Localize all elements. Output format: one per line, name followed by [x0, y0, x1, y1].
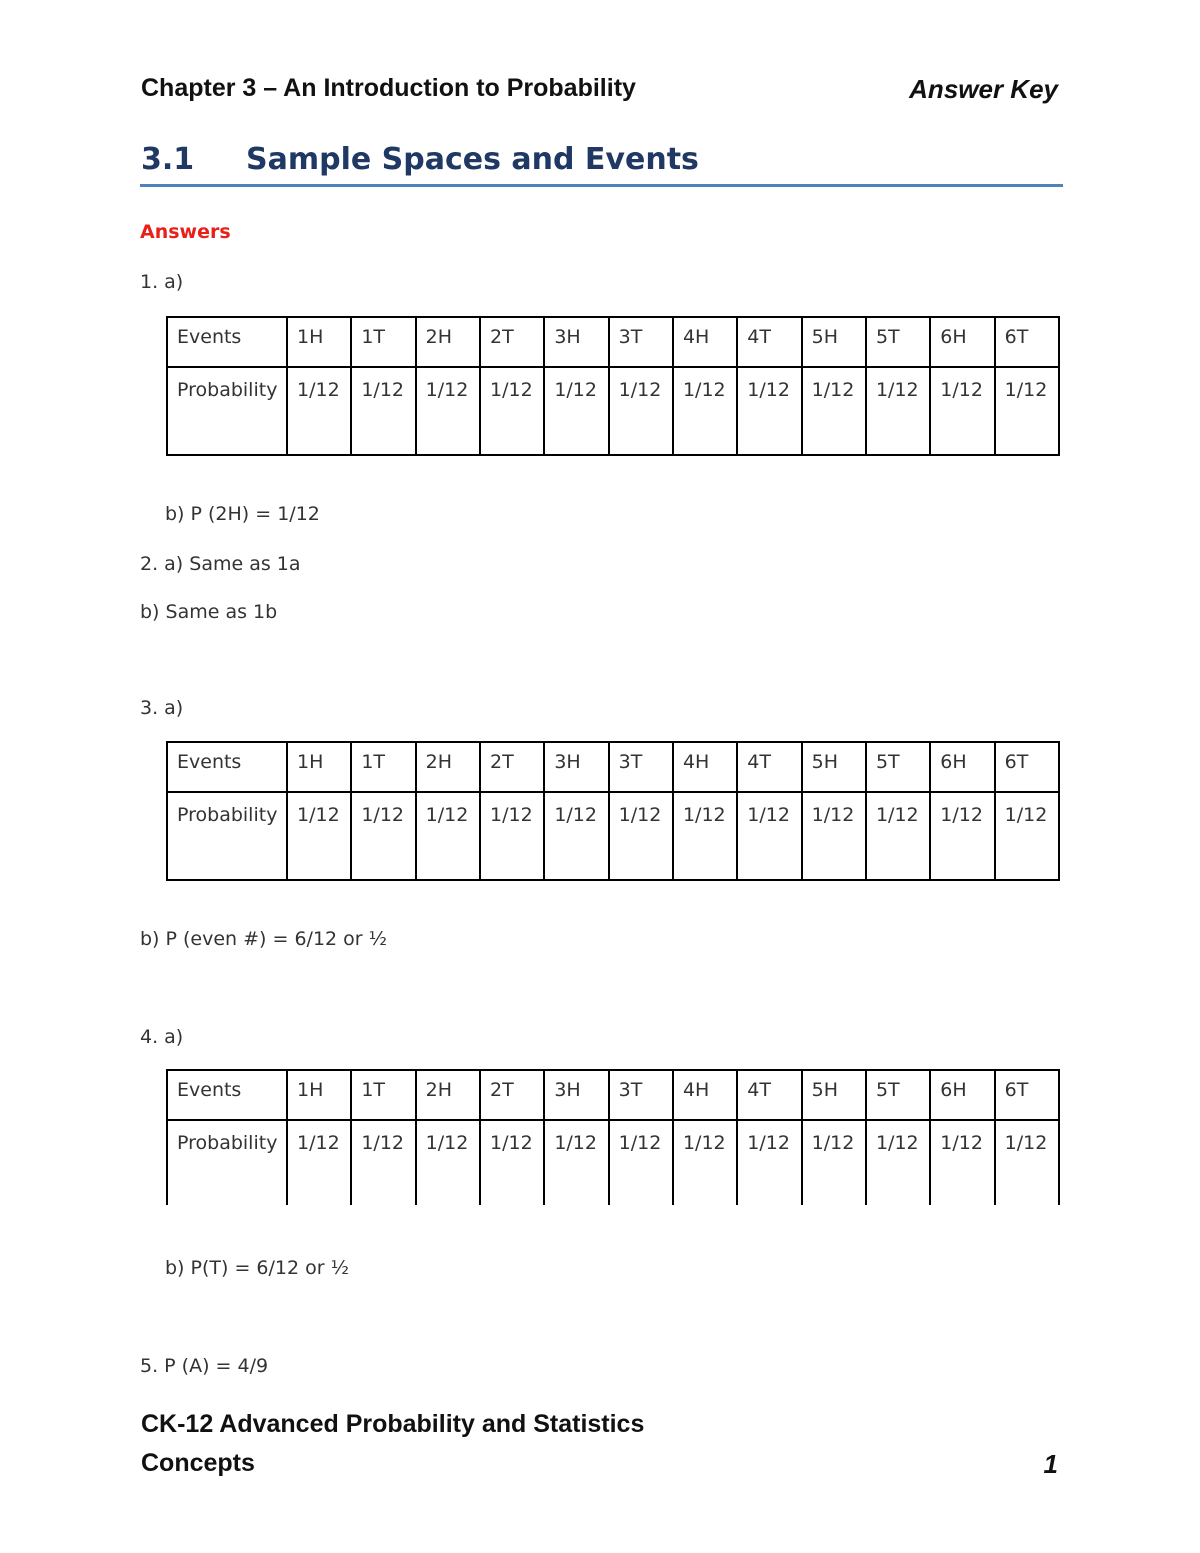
event-cell: 5H [802, 742, 866, 792]
q4-a-label: 4. a) [140, 1026, 184, 1048]
probability-header-cell: Probability [167, 1120, 287, 1205]
probability-cell: 1/12 [737, 792, 801, 880]
probability-cell: 1/12 [544, 367, 608, 455]
probability-cell: 1/12 [416, 367, 480, 455]
probability-cell: 1/12 [544, 1120, 608, 1205]
probability-cell: 1/12 [995, 792, 1059, 880]
event-cell: 6H [930, 742, 994, 792]
chapter-title: Chapter 3 – An Introduction to Probability [141, 74, 636, 102]
events-header-cell: Events [167, 317, 287, 367]
event-cell: 1T [351, 742, 415, 792]
q1-b-answer: b) P (2H) = 1/12 [165, 503, 320, 525]
probability-cell: 1/12 [737, 1120, 801, 1205]
probability-cell: 1/12 [802, 367, 866, 455]
probability-cell: 1/12 [866, 367, 930, 455]
event-cell: 1H [287, 317, 351, 367]
event-cell: 4T [737, 1070, 801, 1120]
probability-row [167, 367, 1059, 455]
probability-header-cell: Probability [167, 367, 287, 455]
probability-cell: 1/12 [351, 792, 415, 880]
event-cell: 3H [544, 742, 608, 792]
event-cell: 5H [802, 317, 866, 367]
probability-cell: 1/12 [351, 367, 415, 455]
probability-cell: 1/12 [609, 367, 673, 455]
probability-table-q1 [166, 316, 1060, 456]
probability-cell: 1/12 [673, 1120, 737, 1205]
event-cell: 3T [609, 1070, 673, 1120]
event-cell: 5T [866, 742, 930, 792]
probability-cell: 1/12 [995, 367, 1059, 455]
probability-row [167, 1120, 1059, 1205]
event-cell: 2H [416, 317, 480, 367]
probability-cell: 1/12 [866, 1120, 930, 1205]
event-cell: 4H [673, 317, 737, 367]
q2-a-answer: 2. a) Same as 1a [140, 553, 301, 575]
event-cell: 3T [609, 317, 673, 367]
probability-cell: 1/12 [480, 1120, 544, 1205]
event-cell: 1H [287, 1070, 351, 1120]
event-cell: 6T [995, 317, 1059, 367]
page-number: 1 [1043, 1449, 1058, 1479]
probability-cell: 1/12 [287, 1120, 351, 1205]
probability-cell: 1/12 [544, 792, 608, 880]
probability-cell: 1/12 [287, 792, 351, 880]
event-cell: 3H [544, 1070, 608, 1120]
events-header-cell: Events [167, 742, 287, 792]
q5-answer: 5. P (A) = 4/9 [140, 1355, 269, 1377]
event-cell: 2T [480, 1070, 544, 1120]
probability-cell: 1/12 [480, 367, 544, 455]
answers-heading: Answers [140, 221, 231, 243]
event-cell: 2H [416, 742, 480, 792]
probability-table-q3 [166, 741, 1060, 881]
event-cell: 2T [480, 742, 544, 792]
event-cell: 2H [416, 1070, 480, 1120]
event-cell: 1H [287, 742, 351, 792]
probability-cell: 1/12 [737, 367, 801, 455]
probability-cell: 1/12 [673, 792, 737, 880]
probability-cell: 1/12 [609, 1120, 673, 1205]
probability-cell: 1/12 [480, 792, 544, 880]
q3-b-answer: b) P (even #) = 6/12 or ½ [140, 928, 388, 950]
q4-b-answer: b) P(T) = 6/12 or ½ [165, 1257, 349, 1279]
events-row [167, 1070, 1059, 1120]
event-cell: 3H [544, 317, 608, 367]
probability-row [167, 792, 1059, 880]
event-cell: 4H [673, 1070, 737, 1120]
probability-cell: 1/12 [416, 792, 480, 880]
events-header-cell: Events [167, 1070, 287, 1120]
event-cell: 4T [737, 317, 801, 367]
event-cell: 2T [480, 317, 544, 367]
events-row [167, 317, 1059, 367]
probability-cell: 1/12 [351, 1120, 415, 1205]
event-cell: 3T [609, 742, 673, 792]
event-cell: 5T [866, 317, 930, 367]
probability-cell: 1/12 [802, 1120, 866, 1205]
probability-cell: 1/12 [673, 367, 737, 455]
answer-key-label: Answer Key [909, 74, 1058, 104]
event-cell: 1T [351, 1070, 415, 1120]
probability-cell: 1/12 [930, 1120, 994, 1205]
probability-cell: 1/12 [930, 792, 994, 880]
probability-cell: 1/12 [866, 792, 930, 880]
probability-cell: 1/12 [995, 1120, 1059, 1205]
probability-cell: 1/12 [802, 792, 866, 880]
probability-cell: 1/12 [287, 367, 351, 455]
event-cell: 1T [351, 317, 415, 367]
event-cell: 5H [802, 1070, 866, 1120]
event-cell: 5T [866, 1070, 930, 1120]
probability-table-q4 [166, 1069, 1060, 1205]
event-cell: 4T [737, 742, 801, 792]
event-cell: 6T [995, 1070, 1059, 1120]
probability-cell: 1/12 [930, 367, 994, 455]
section-divider [140, 184, 1063, 187]
event-cell: 6H [930, 317, 994, 367]
probability-header-cell: Probability [167, 792, 287, 880]
footer-book-title: CK-12 Advanced Probability and Statistics [141, 1410, 645, 1438]
probability-cell: 1/12 [416, 1120, 480, 1205]
events-row [167, 742, 1059, 792]
footer-book-title-cont: Concepts [141, 1449, 255, 1477]
q2-b-answer: b) Same as 1b [140, 601, 278, 623]
section-number: 3.1 [141, 142, 195, 177]
section-title: Sample Spaces and Events [246, 142, 699, 177]
q3-a-label: 3. a) [140, 697, 184, 719]
event-cell: 6H [930, 1070, 994, 1120]
q1-a-label: 1. a) [140, 271, 184, 293]
event-cell: 6T [995, 742, 1059, 792]
event-cell: 4H [673, 742, 737, 792]
probability-cell: 1/12 [609, 792, 673, 880]
